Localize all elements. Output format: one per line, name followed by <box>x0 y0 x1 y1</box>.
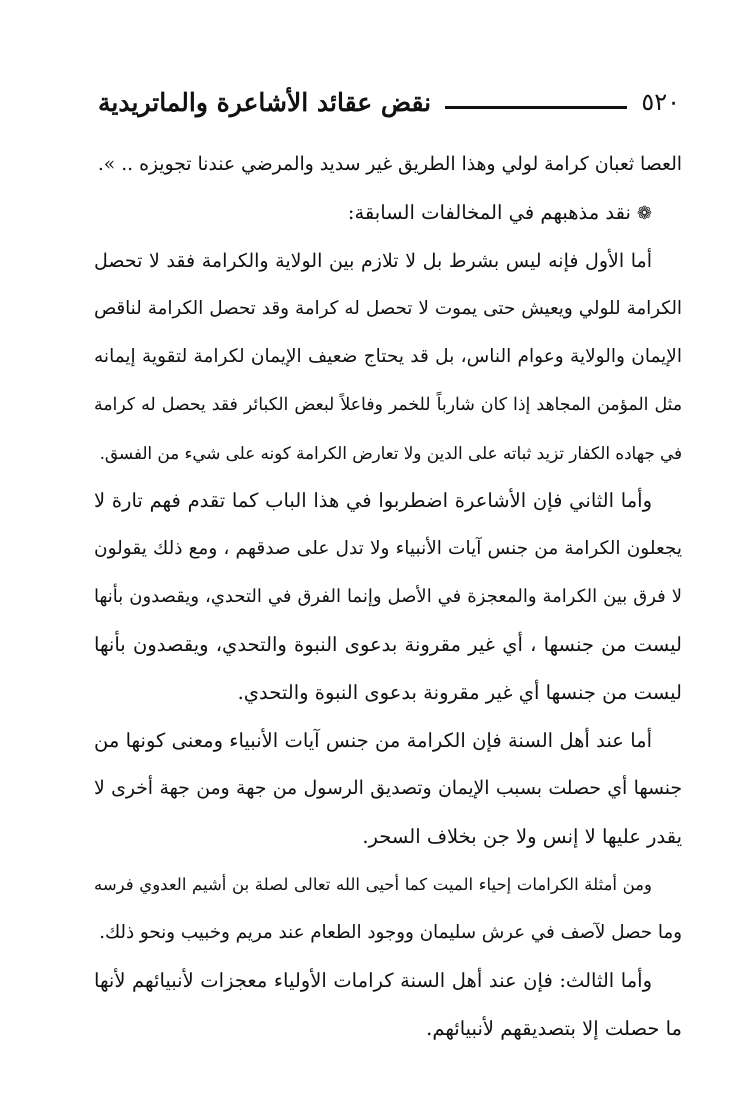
line-text: وما حصل لآصف في عرش سليمان ووجود الطعام عند مريم وخبيب ونحو ذلك. <box>99 922 682 943</box>
line-text: الإيمان والولاية وعوام الناس، بل قد يحتاج ضعيف الإيمان لكرامة لتقوية إيمانه <box>94 346 682 367</box>
line-text: نقد مذهبهم في المخالفات السابقة: <box>347 201 631 224</box>
line-text: ليست من جنسها ، أي غير مقرونة بدعوى النبوة والتحدي، ويقصدون بأنها <box>94 633 682 656</box>
text-line <box>94 573 682 621</box>
line-text: الكرامة للولي ويعيش حتى يموت لا تحصل له كرامة وقد تحصل الكرامة لناقص <box>94 298 682 319</box>
line-text: ومن أمثلة الكرامات إحياء الميت كما أحيى الله تعالى لصلة بن أشيم العدوي فرسه <box>94 875 652 894</box>
page-header <box>98 82 680 122</box>
text-line <box>94 957 682 1005</box>
text-line <box>94 189 682 237</box>
text-line <box>94 285 682 333</box>
text-line <box>94 861 682 909</box>
page-number: ٥٢٠ <box>641 88 680 116</box>
line-text: وأما الثالث: فإن عند أهل السنة كرامات الأولياء معجزات لأنبيائهم لأنها <box>94 969 652 992</box>
line-text: العصا ثعبان كرامة لولي وهذا الطريق غير سديد والمرضي عندنا تجويزه .. ». <box>97 154 682 175</box>
text-line <box>94 381 682 429</box>
body-text <box>94 141 682 1053</box>
text-line <box>94 477 682 525</box>
text-line <box>94 621 682 669</box>
line-text: ما حصلت إلا بتصديقهم لأنبيائهم. <box>426 1017 682 1040</box>
line-text: أما عند أهل السنة فإن الكرامة من جنس آيات الأنبياء ومعنى كونها من <box>94 729 652 752</box>
text-line <box>94 765 682 813</box>
line-text: وأما الثاني فإن الأشاعرة اضطربوا في هذا الباب كما تقدم فهم تارة لا <box>94 489 652 512</box>
text-line <box>94 333 682 381</box>
line-text: يجعلون الكرامة من جنس آيات الأنبياء ولا تدل على صدقهم ، ومع ذلك يقولون <box>94 538 682 559</box>
line-text: يقدر عليها لا إنس ولا جن بخلاف السحر. <box>362 825 682 848</box>
line-text: مثل المؤمن المجاهد إذا كان شارباً للخمر وفاعلاً لبعض الكبائر فقد يحصل له كرامة <box>94 395 682 415</box>
running-title: نقض عقائد الأشاعرة والماتريدية <box>98 87 432 117</box>
text-line <box>94 909 682 957</box>
line-text: ليست من جنسها أي غير مقرونة بدعوى النبوة والتحدي. <box>237 681 682 704</box>
line-text: جنسها أي حصلت بسبب الإيمان وتصديق الرسول من جهة ومن جهة أخرى لا <box>94 778 682 799</box>
section-ornament-icon: ❁ <box>636 203 652 224</box>
text-line <box>94 717 682 765</box>
text-line <box>94 429 682 477</box>
line-text: أما الأول فإنه ليس بشرط بل لا تلازم بين الولاية والكرامة فقد لا تحصل <box>94 250 652 272</box>
text-line <box>94 141 682 189</box>
text-line <box>94 525 682 573</box>
text-line <box>94 669 682 717</box>
text-line <box>94 1005 682 1053</box>
text-line <box>94 237 682 285</box>
text-line <box>94 813 682 861</box>
line-text: لا فرق بين الكرامة والمعجزة في الأصل وإنما الفرق في التحدي، ويقصدون بأنها <box>94 586 682 607</box>
line-text: في جهاده الكفار تزيد ثباته على الدين ولا تعارض الكرامة كونه على شيء من الفسق. <box>99 443 682 463</box>
header-rule <box>445 106 627 109</box>
